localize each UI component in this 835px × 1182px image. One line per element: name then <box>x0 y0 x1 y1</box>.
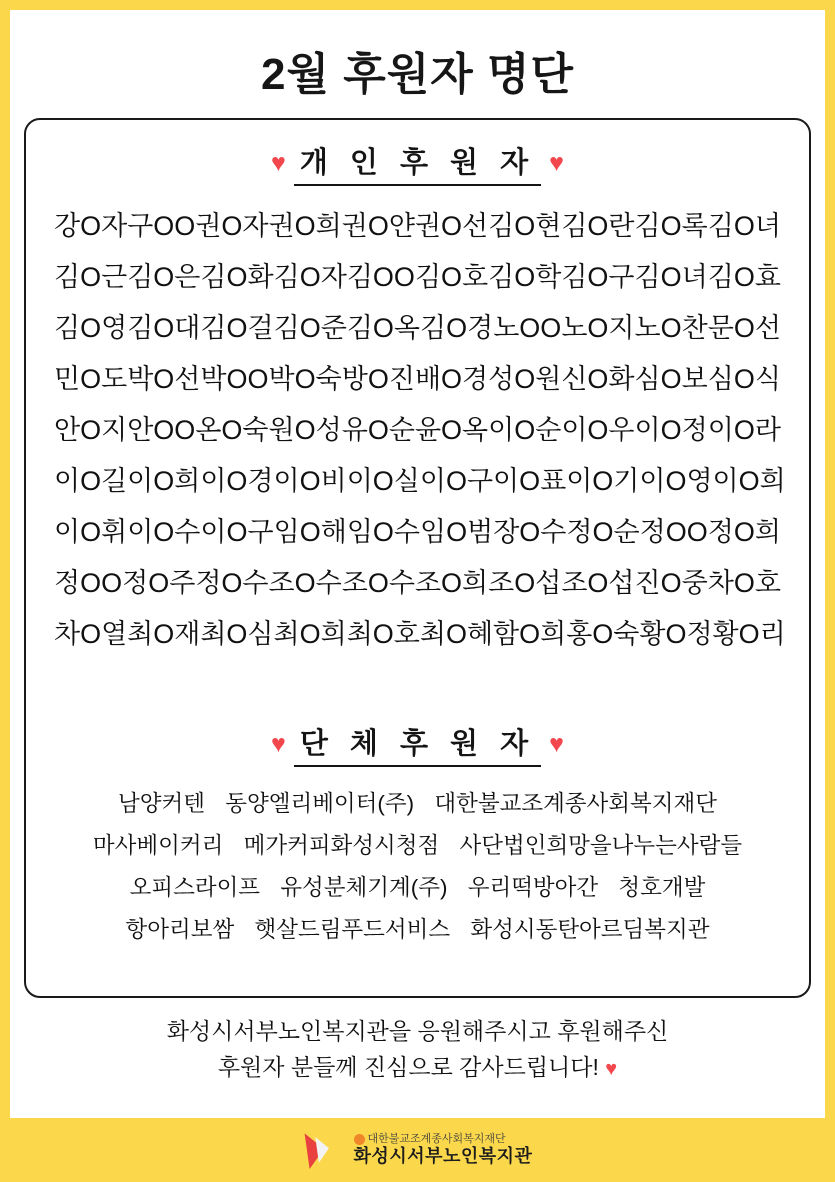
donor-name: 이O경 <box>200 466 274 496</box>
donor-name: 권O희 <box>268 211 342 241</box>
donor-row <box>54 198 781 249</box>
donor-name: 김O옥 <box>346 313 420 343</box>
donor-name: 최O희 <box>273 619 347 649</box>
donor-name: 황O정 <box>639 619 713 649</box>
page-title: 2월 후원자 명단 <box>261 50 574 99</box>
group-name: 청호개발 <box>618 875 706 900</box>
donor-name: 함O희 <box>493 619 567 649</box>
donor-name: 안O지 <box>54 415 128 445</box>
donor-name: 윤O옥 <box>414 415 489 445</box>
donor-name: 김O녀 <box>707 211 781 241</box>
donor-name: 정O주 <box>122 568 196 598</box>
donor-name: 김O자 <box>273 262 347 292</box>
donor-name: 배O경 <box>414 364 489 394</box>
group-name: 화성시동탄아르딤복지관 <box>470 917 710 942</box>
donor-name: 성O원 <box>488 364 562 394</box>
group-row <box>48 907 787 949</box>
donor-name: 노OO <box>493 313 562 343</box>
individual-donor-list <box>36 196 799 657</box>
donor-name: 김O근 <box>54 262 128 292</box>
donor-name: 진O중 <box>634 568 708 598</box>
donor-name: 김O녀 <box>634 262 708 292</box>
donor-row <box>54 351 781 402</box>
donor-name: 조O섭 <box>561 568 635 598</box>
donor-name: 권O선 <box>414 211 489 241</box>
donor-name: 정OO <box>54 568 123 598</box>
buddhist-emblem-icon <box>354 1134 365 1145</box>
donor-row <box>54 555 781 606</box>
group-row <box>48 865 787 907</box>
group-name: 햇살드림푸드서비스 <box>254 917 451 942</box>
thanks-line-2: 후원자 분들께 진심으로 감사드립니다! <box>217 1053 599 1080</box>
group-name: 우리떡방아간 <box>467 875 599 900</box>
group-name: 사단법인희망을나누는사람들 <box>459 833 743 858</box>
donor-name: 최O심 <box>200 619 274 649</box>
group-name: 오피스라이프 <box>129 875 261 900</box>
group-name: 대한불교조계종사회복지재단 <box>434 791 717 816</box>
donor-name: 이O기 <box>566 466 640 496</box>
group-donor-list <box>36 777 799 949</box>
thanks-line-1: 화성시서부노인복지관을 응원해주시고 후원해주신 <box>166 1018 669 1044</box>
heart-icon: ♥ <box>271 729 286 758</box>
donor-name: 차O열 <box>54 619 128 649</box>
donor-name: 김O록 <box>634 211 708 241</box>
donor-name: 구OO <box>127 211 196 241</box>
group-name: 유성분체기계(주) <box>280 875 448 900</box>
donor-name: 조O섭 <box>488 568 562 598</box>
donor-name: 김O효 <box>707 262 781 292</box>
group-section-heading <box>36 715 799 777</box>
heart-icon: ♥ <box>549 729 564 758</box>
donor-name: 정O순 <box>566 517 640 547</box>
footer-logo-text <box>354 1133 533 1166</box>
donor-name: 최O재 <box>127 619 201 649</box>
donor-name: 김O란 <box>561 211 635 241</box>
footer-org-small-wrap <box>354 1133 533 1146</box>
donor-name: 홍O숙 <box>566 619 640 649</box>
group-row <box>48 823 787 865</box>
donor-name: 임O수 <box>346 517 420 547</box>
donor-name: 안OO <box>127 415 196 445</box>
heart-icon: ♥ <box>271 148 286 177</box>
donor-name: 신O화 <box>561 364 635 394</box>
donor-name: 김O구 <box>561 262 635 292</box>
donor-name: 강O자 <box>54 211 128 241</box>
donor-row <box>54 504 781 555</box>
donor-name: 임O범 <box>420 517 494 547</box>
donor-name: 민O도 <box>54 364 128 394</box>
donor-name: 김O호 <box>414 262 489 292</box>
footer-bar <box>0 1118 835 1182</box>
donor-name: 정O희 <box>707 517 781 547</box>
donor-name: 이O순 <box>488 415 562 445</box>
group-name: 마사베이커리 <box>92 833 224 858</box>
donor-name: 김O현 <box>488 211 562 241</box>
donor-name: 김O영 <box>54 313 128 343</box>
heart-icon: ♥ <box>549 148 564 177</box>
donor-name: 온O숙 <box>195 415 269 445</box>
donor-name: 이O라 <box>707 415 781 445</box>
donor-name: 김OO <box>346 262 415 292</box>
group-heading-text: 단 체 후 원 자 <box>294 721 541 767</box>
donor-name: 노O지 <box>561 313 635 343</box>
donor-name: 정O수 <box>195 568 269 598</box>
donor-name: 방O진 <box>341 364 415 394</box>
footer-logo <box>303 1130 533 1170</box>
donor-row <box>54 249 781 300</box>
heart-icon: ♥ <box>605 1057 618 1080</box>
individual-heading-text: 개 인 후 원 자 <box>294 140 541 186</box>
individual-section-heading <box>36 134 799 196</box>
donor-name: 김O걸 <box>200 313 274 343</box>
donor-name: 문O선 <box>707 313 781 343</box>
donor-name: 이O길 <box>54 466 128 496</box>
donor-name: 유O순 <box>341 415 415 445</box>
thanks-line-2-wrap <box>10 1050 825 1086</box>
donor-name: 김O경 <box>420 313 494 343</box>
donor-panel <box>24 118 811 998</box>
donor-name: 조O희 <box>414 568 489 598</box>
donor-row <box>54 402 781 453</box>
thanks-message <box>10 1014 825 1085</box>
donor-row <box>54 300 781 351</box>
group-name: 메가커피화성시청점 <box>243 833 440 858</box>
footer-org-name: 화성시서부노인복지관 <box>353 1145 533 1166</box>
group-name: 항아리보쌈 <box>125 917 235 942</box>
donor-name: 임O해 <box>273 517 347 547</box>
donor-name: 장O수 <box>493 517 567 547</box>
donor-name: 이O비 <box>273 466 347 496</box>
donor-name: 이O수 <box>127 517 201 547</box>
donor-name: 노O찬 <box>634 313 708 343</box>
donor-name: 김O준 <box>273 313 347 343</box>
donor-name: 원O성 <box>268 415 342 445</box>
donor-name: 정OO <box>639 517 708 547</box>
donor-name: 권O얀 <box>341 211 415 241</box>
donor-row <box>54 606 786 657</box>
donor-name: 황O리 <box>712 619 786 649</box>
donor-name: 이O구 <box>200 517 274 547</box>
donor-name: 이O우 <box>561 415 635 445</box>
donor-name: 이O표 <box>493 466 567 496</box>
donor-name: 권O자 <box>195 211 269 241</box>
footer-org-small: 대한불교조계종사회복지재단 <box>367 1133 506 1146</box>
donor-name: 박O선 <box>127 364 201 394</box>
donor-name: 이O정 <box>634 415 708 445</box>
donor-name: 조O수 <box>268 568 342 598</box>
donor-name: 김O학 <box>488 262 562 292</box>
donor-row <box>54 453 786 504</box>
donor-name: 차O호 <box>707 568 781 598</box>
donor-name: 이O영 <box>639 466 713 496</box>
donor-name: 이O희 <box>127 466 201 496</box>
donor-name: 심O식 <box>707 364 781 394</box>
group-name: 동양엘리베이터(주) <box>225 791 415 816</box>
donor-name: 김O은 <box>127 262 201 292</box>
donor-name: 최O혜 <box>419 619 494 649</box>
donor-name: 최O호 <box>346 619 420 649</box>
flame-logo-icon <box>303 1130 345 1170</box>
donor-name: 이O휘 <box>54 517 128 547</box>
donor-name: 심O보 <box>634 364 708 394</box>
donor-name: 박O숙 <box>268 364 342 394</box>
donor-name: 이O구 <box>419 466 494 496</box>
donor-name: 조O수 <box>341 568 415 598</box>
section-spacer <box>36 657 799 715</box>
donor-name: 박OO <box>200 364 269 394</box>
donor-name: 김O대 <box>127 313 201 343</box>
group-row <box>48 781 787 823</box>
group-name: 남양커텐 <box>118 791 205 816</box>
donor-name: 이O실 <box>346 466 420 496</box>
donor-name: 이O희 <box>712 466 786 496</box>
poster-body <box>10 10 825 1128</box>
donor-name: 김O화 <box>200 262 274 292</box>
